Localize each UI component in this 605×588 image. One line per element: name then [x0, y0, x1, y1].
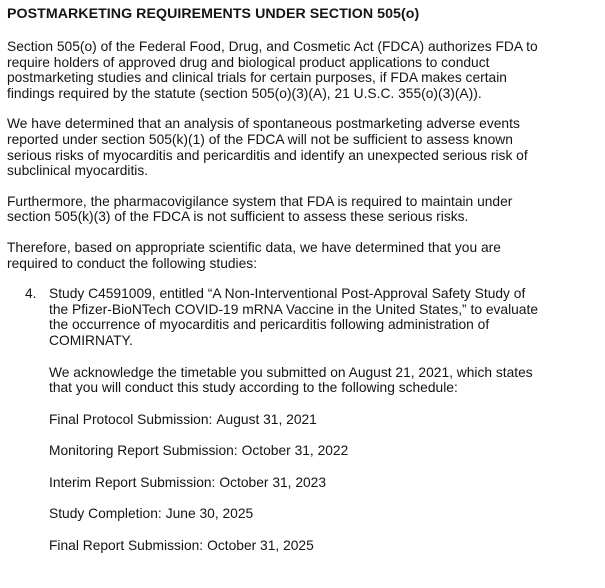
study-list-item — [7, 286, 599, 554]
schedule-interim-report — [49, 475, 599, 491]
schedule-final-report — [49, 538, 599, 554]
study-line: Study C4591009, entitled “A Non-Interventional Post-Approval Safety Study of — [49, 286, 526, 302]
paragraph-line: required to conduct the following studies: — [7, 255, 258, 271]
acknowledgement-line: We acknowledge the timetable you submitted on August 21, 2021, which states — [49, 364, 533, 380]
study-line: the Pfizer-BioNTech COVID-19 mRNA Vaccine in the United States,” to evaluate — [49, 301, 538, 317]
schedule-label: Interim Report Submission: — [49, 474, 216, 490]
schedule-final-protocol — [49, 412, 599, 428]
schedule-label: Final Protocol Submission: — [49, 411, 213, 427]
document — [7, 6, 599, 554]
schedule-label: Final Report Submission: — [49, 538, 204, 554]
paragraph-determination — [7, 116, 599, 178]
paragraph-authority — [7, 39, 599, 101]
schedule-monitoring-report — [49, 443, 599, 459]
schedule-date: June 30, 2025 — [165, 506, 254, 522]
schedule-date: October 31, 2025 — [207, 538, 314, 554]
schedule-date: October 31, 2023 — [219, 474, 327, 490]
paragraph-line: Therefore, based on appropriate scientific data, we have determined that you are — [7, 239, 501, 255]
schedule-label: Study Completion: — [49, 506, 162, 522]
paragraph-line: Furthermore, the pharmacovigilance system that FDA is required to maintain under — [7, 193, 513, 209]
acknowledgement-line: that you will conduct this study according to the following schedule: — [49, 380, 458, 396]
paragraph-line: reported under section 505(k)(1) of the FDCA will not be sufficient to assess known — [7, 131, 513, 147]
study-description — [49, 286, 599, 348]
paragraph-therefore — [7, 240, 599, 271]
paragraph-line: serious risks of myocarditis and pericarditis and identify an unexpected serious risk of — [7, 147, 528, 163]
paragraph-line: We have determined that an analysis of spontaneous postmarketing adverse events — [7, 116, 520, 132]
schedule-date: August 31, 2021 — [216, 411, 317, 427]
paragraph-line: section 505(k)(3) of the FDCA is not sufficient to assess these serious risks. — [7, 209, 469, 225]
schedule-label: Monitoring Report Submission: — [49, 443, 238, 459]
paragraph-line: postmarketing studies and clinical trials for certain purposes, if FDA makes certain — [7, 70, 507, 86]
paragraph-line: subclinical myocarditis. — [7, 163, 149, 179]
study-line: the occurrence of myocarditis and pericarditis following administration of — [49, 317, 490, 333]
section-heading: POSTMARKETING REQUIREMENTS UNDER SECTION 505(o) — [7, 6, 420, 22]
paragraph-line: findings required by the statute (section 505(o)(3)(A), 21 U.S.C. 355(o)(3)(A)). — [7, 85, 482, 101]
paragraph-pharmacovigilance — [7, 194, 599, 225]
paragraph-line: Section 505(o) of the Federal Food, Drug, and Cosmetic Act (FDCA) authorizes FDA to — [7, 39, 538, 54]
schedule-study-completion — [49, 506, 599, 522]
acknowledgement — [49, 365, 599, 396]
paragraph-line: require holders of approved drug and biological product applications to conduct — [7, 54, 490, 70]
list-number: 4. — [25, 286, 37, 302]
study-line: COMIRNATY. — [49, 332, 133, 348]
schedule-date: October 31, 2022 — [241, 443, 349, 459]
